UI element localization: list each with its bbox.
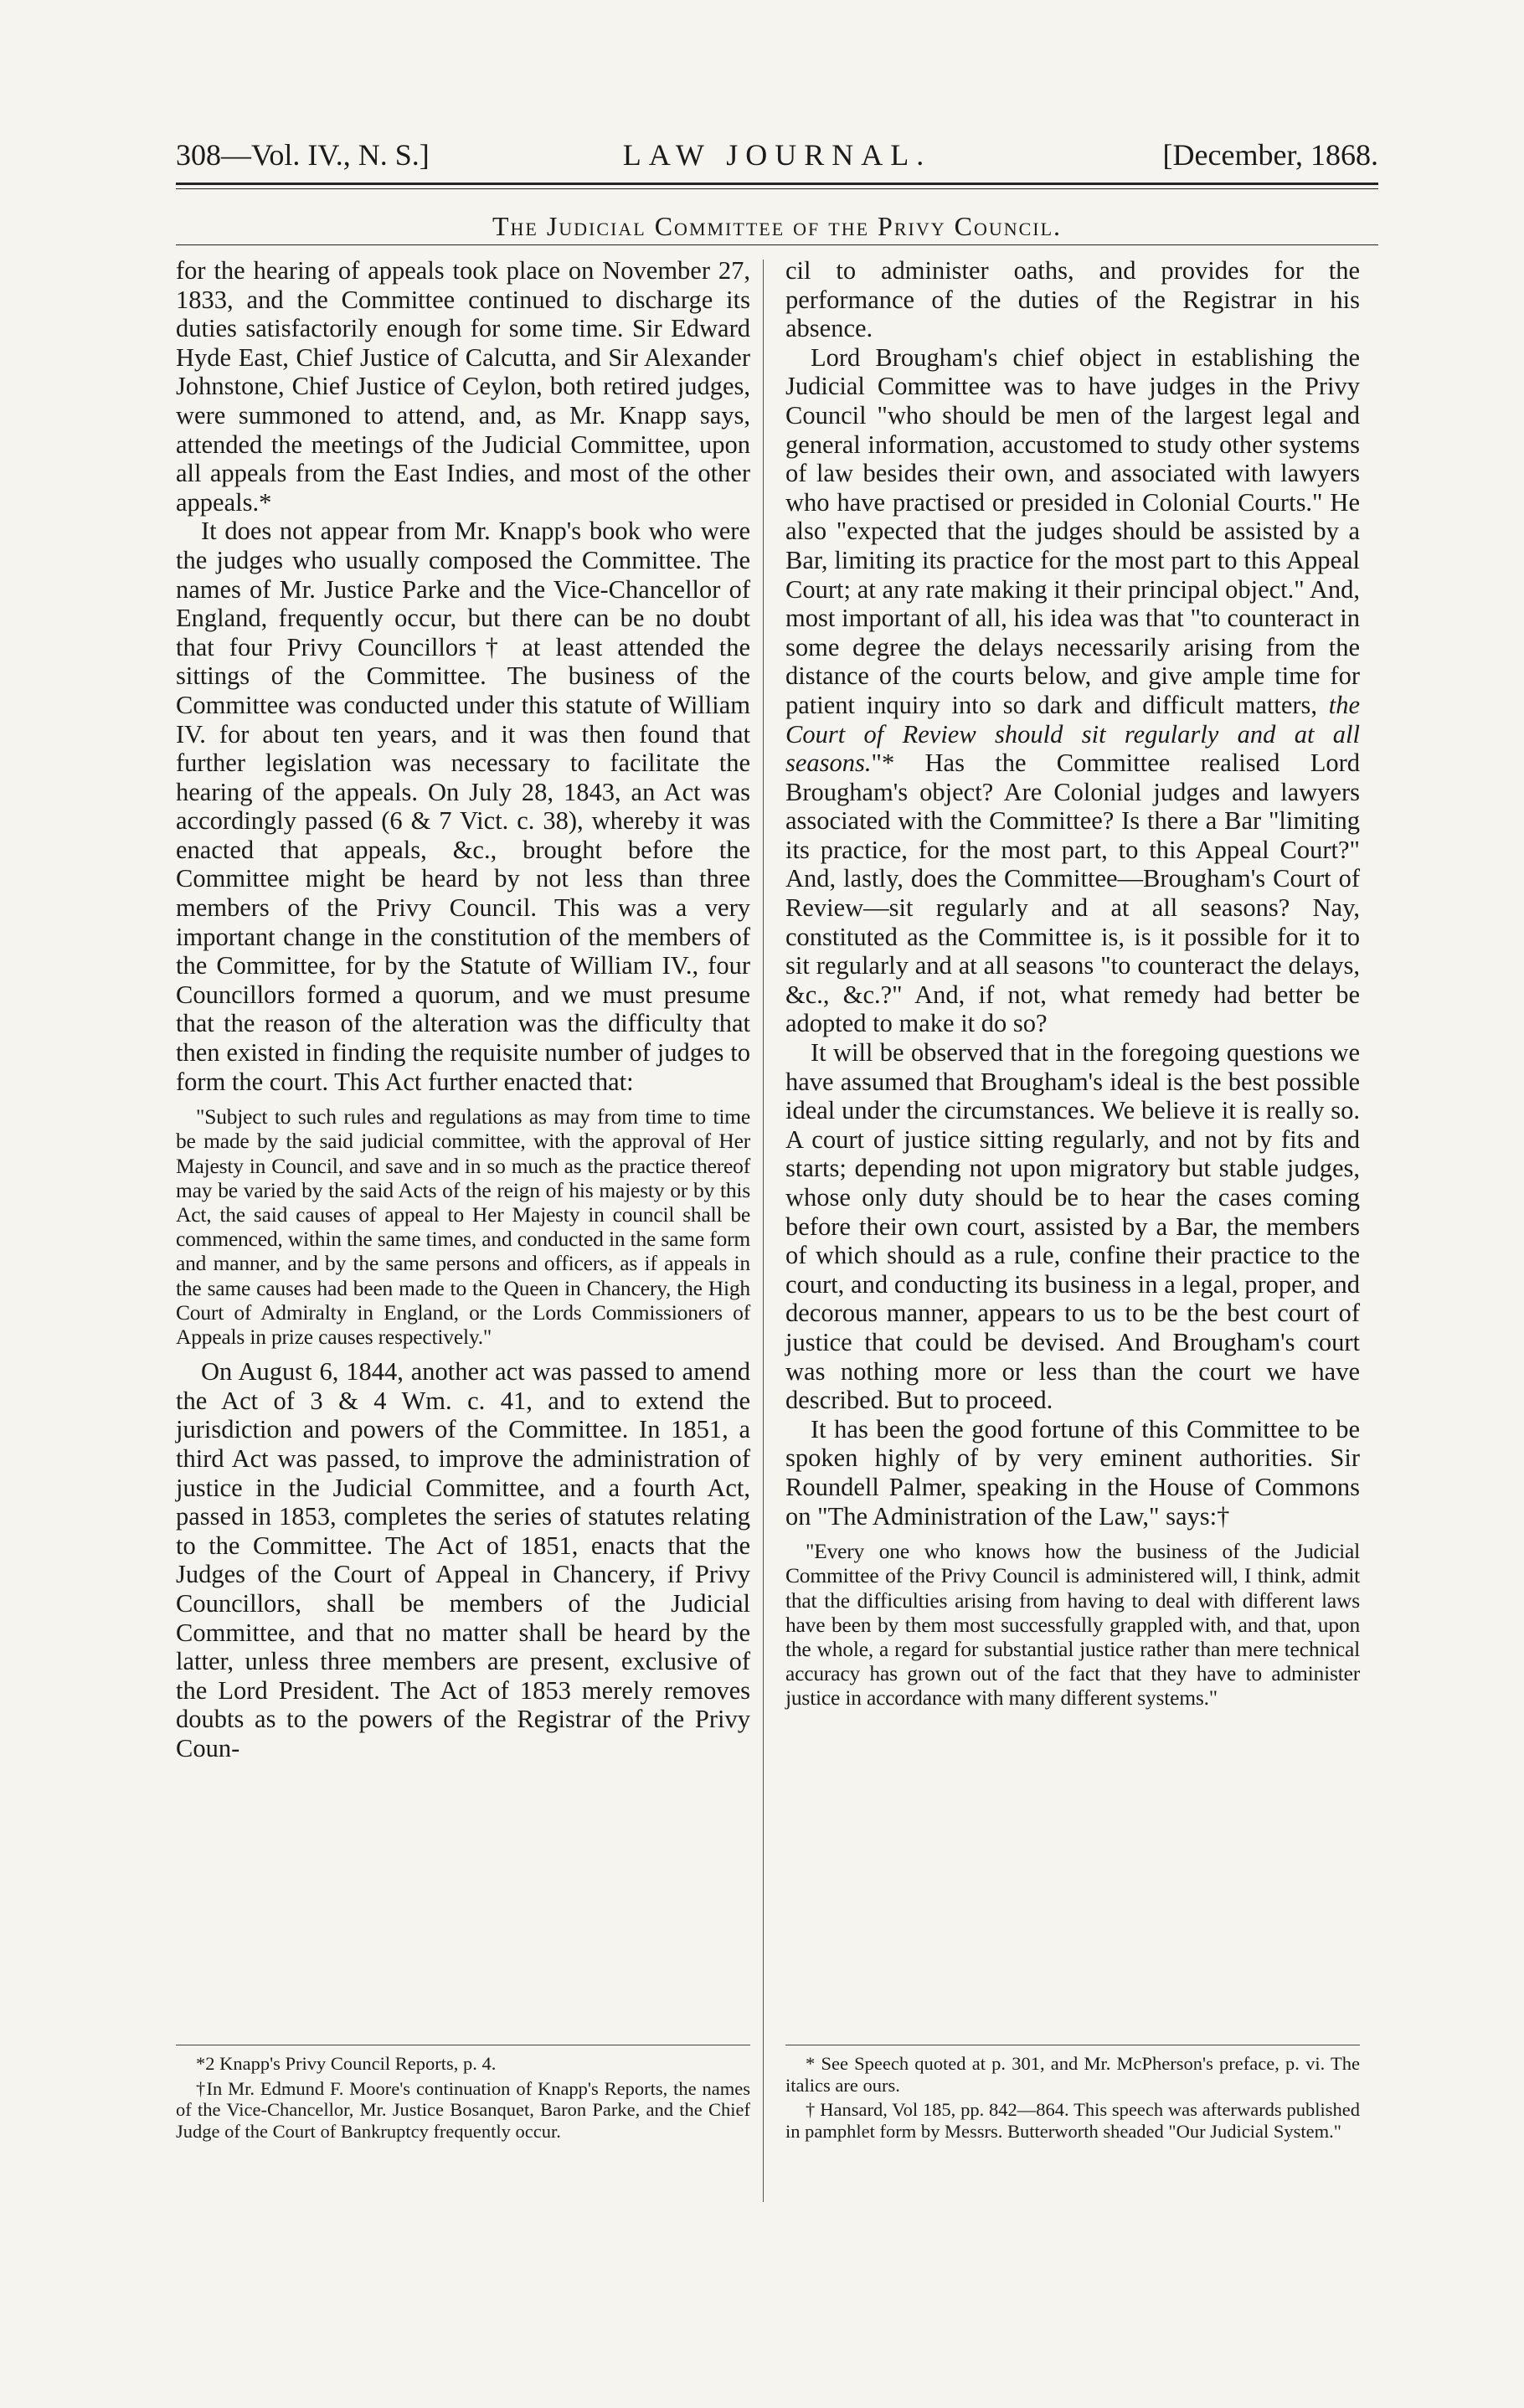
right-paragraph-1: cil to administer oaths, and provides for the performance of the duties of the Registrar in his absence. [785,256,1360,343]
page-volume-label: 308—Vol. IV., N. S.] [176,138,430,172]
section-title: The Judicial Committee of the Privy Council. [492,211,1063,241]
left-quotation: "Subject to such rules and regulations as may from time to time be made by the said judicial committee, with the approval of Her Majesty in Council, and save and in so much as the practice thereof may be varied by the said Acts of the reign of his majesty or by this Act, the said causes of appeal to Her Majesty in council shall be commenced, within the same times, and conducted in the same form and manner, and by the same persons and officers, as if appeals in the same causes had been made to the Queen in Chancery, the High Court of Admiralty in England, or the Lords Commissioners of Appeals in prize causes respectively." [176,1104,750,1350]
right-footnotes [785,2053,1360,2145]
header-rule-thin [176,188,1378,189]
right-paragraph-2-italic: the Court of Review should sit regularly and at all seasons. [785,690,1360,778]
right-paragraph-2 [785,343,1360,1038]
left-footnote-1: *2 Knapp's Privy Council Reports, p. 4. [196,2053,497,2074]
left-footnote-2: †In Mr. Edmund F. Moore's continuation of Knapp's Reports, the names of the Vice-Chancellor, Mr. Justice Bosanquet, Baron Parke, and the Chief Judge of the Court of Bankruptcy frequently occur. [176,2077,750,2142]
right-column [785,256,1360,1719]
right-paragraph-2-end: "* Has the Committee realised Lord Brougham's object? Are Colonial judges and lawyers associated with the Committee? Is there a Bar "limiting its practice, for the most part, to this Appeal Court?" And, lastly, does the Committee—Brougham's Court of Review—sit regularly and at all seasons? Nay, constituted as the Committee is, is it possible for it to sit regularly and at all seasons "to counteract the delays, &c., &c.?" And, if not, what remedy had better be adopted to make it do so? [785,749,1360,1038]
left-paragraph-2: It does not appear from Mr. Knapp's book who were the judges who usually composed the Committee. The names of Mr. Justice Parke and the Vice-Chancellor of England, frequently occur, but there can be no doubt that four Privy Councillors† at least attended the sittings of the Committee. The business of the Committee was conducted under this statute of William IV. for about ten years, and it was then found that further legislation was necessary to facilitate the hearing of the appeals. On July 28, 1843, an Act was accordingly passed (6 & 7 Vict. c. 38), whereby it was enacted that appeals, &c., brought before the Committee might be heard by not less than three members of the Privy Council. This was a very important change in the constitution of the members of the Committee, for by the Statute of William IV., four Councillors formed a quorum, and we must presume that the reason of the alteration was the difficulty that then existed in finding the requisite number of judges to form the court. This Act further enacted that: [176,517,750,1096]
right-paragraph-4: It has been the good fortune of this Committee to be spoken highly of by very eminent authorities. Sir Roundell Palmer, speaking in the House of Commons on "The Administration of the Law," says:† [785,1414,1360,1531]
right-quotation: "Every one who knows how the business of the Judicial Committee of the Privy Council is administered will, I think, admit that the difficulties arising from having to deal with different laws have been by them most successfully grappled with, and that, upon the whole, a regard for substantial justice rather than mere technical accuracy has grown out of the fact that they have to administer justice in accordance with many different systems." [785,1539,1360,1711]
left-paragraph-3: On August 6, 1844, another act was passed to amend the Act of 3 & 4 Wm. c. 41, and to extend the jurisdiction and powers of the Committee. In 1851, a third Act was passed, to improve the administration of justice in the Judicial Committee, and a fourth Act, passed in 1853, completes the series of statutes relating to the Committee. The Act of 1851, enacts that the Judges of the Court of Appeal in Chancery, if Privy Councillors, shall be members of the Judicial Committee, and that no matter shall be heard by the latter, unless three members are present, exclusive of the Lord President. The Act of 1853 merely removes doubts as to the powers of the Registrar of the Privy Coun- [176,1357,750,1762]
left-footnotes [176,2053,750,2145]
right-paragraph-2-start: Lord Brougham's chief object in establishing the Judicial Committee was to have judges in the Privy Council "who should be men of the largest legal and general information, accustomed to study other systems of law besides their own, and associated with lawyers who have practised or presided in Colonial Courts." He also "expected that the judges should be assisted by a Bar, limiting its practice for the most part to this Appeal Court; at any rate making it their principal object." And, most important of all, his idea was that "to counteract in some degree the delays necessarily arising from the distance of the courts below, and give ample time for patient inquiry into so dark and difficult matters, [785,342,1360,719]
left-paragraph-1: for the hearing of appeals took place on November 27, 1833, and the Committee continued to discharge its duties satisfactorily enough for some time. Sir Edward Hyde East, Chief Justice of Calcutta, and Sir Alexander Johnstone, Chief Justice of Ceylon, both retired judges, were summoned to attend, and, as Mr. Knapp says, attended the meetings of the Judicial Committee, upon all appeals from the East Indies, and most of the other appeals.* [176,256,750,517]
left-column [176,256,750,1763]
right-footnote-1: * See Speech quoted at p. 301, and Mr. McPherson's preface, p. vi. The italics are ours. [785,2053,1360,2096]
running-head [176,137,1378,178]
header-rule-thick [176,183,1378,185]
right-paragraph-3: It will be observed that in the foregoing questions we have assumed that Brougham's ideal is the best possible ideal under the circumstances. We believe it is really so. A court of justice sitting regularly, and not by fits and starts; depending not upon migratory but stable judges, whose only duty should be to hear the cases coming before their own court, assisted by a Bar, the members of which should as a rule, confine their practice to the court, and conducting its business in a legal, proper, and decorous manner, appears to us to be the best court of justice that could be devised. And Brougham's court was nothing more or less than the court we have described. But to proceed. [785,1038,1360,1415]
right-footnote-2: † Hansard, Vol 185, pp. 842—864. This speech was afterwards published in pamphlet form by Messrs. Butterworth sheaded "Our Judicial System." [785,2099,1360,2142]
journal-title: LAW JOURNAL. [622,138,932,172]
section-title-rule [176,244,1378,245]
issue-date: [December, 1868. [1162,138,1378,172]
column-divider [763,260,764,2202]
